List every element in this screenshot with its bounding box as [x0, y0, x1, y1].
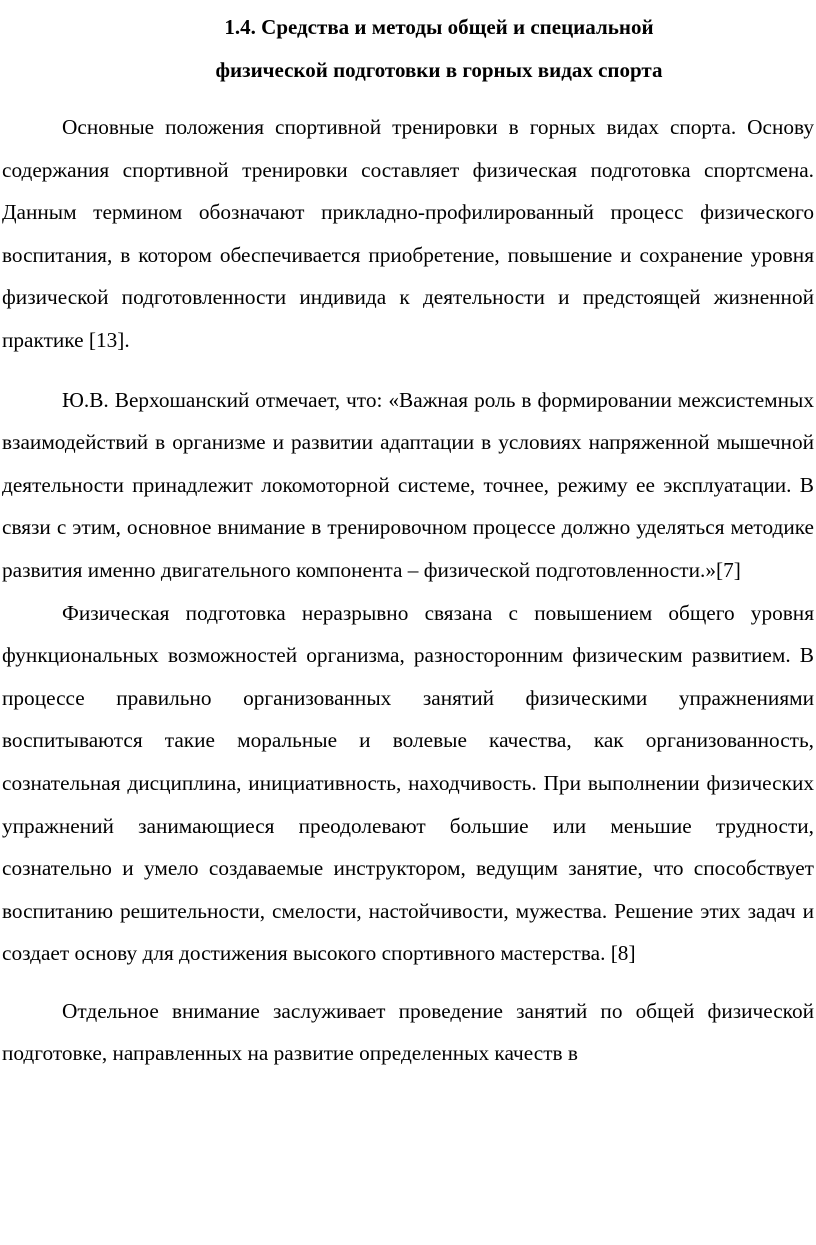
- paragraph-physical-preparation: Физическая подготовка неразрывно связана с повышением общего уровня функциональных возможностей организма, разносторонним физическим развитием. В процессе правильно организованных занятий физическими упражнениями воспитываются такие моральные и волевые качества, как организованность, сознательная дисциплина, инициативность, находчивость. При выполнении физических упражнений занимающиеся преодолевают большие или меньшие трудности, сознательно и умело создаваемые инструктором, ведущим занятие, что способствует воспитанию решительности, смелости, настойчивости, мужества. Решение этих задач и создает основу для достижения высокого спортивного мастерства. [8]: [2, 600, 814, 966]
- section-heading-line-1: 1.4. Средства и методы общей и специальной: [224, 15, 654, 39]
- paragraph-general-training: Отдельное внимание заслуживает проведение занятий по общей физической подготовке, направленных на развитие определенных качеств в: [2, 998, 814, 1066]
- section-heading-line-2: физической подготовки в горных видах спорта: [215, 58, 663, 82]
- paragraph-verkhoshansky-quote: Ю.В. Верхошанский отмечает, что: «Важная роль в формировании межсистемных взаимодействий в организме и развитии адаптации в условиях напряженной мышечной деятельности принадлежит локомоторной системе, точнее, режиму ее эксплуатации. В связи с этим, основное внимание в тренировочном процессе должно уделяться методике развития именно двигательного компонента – физической подготовленности.»[7]: [2, 387, 814, 582]
- section-heading: [2, 6, 814, 91]
- paragraph-training-basics: Основные положения спортивной тренировки в горных видах спорта. Основу содержания спортивной тренировки составляет физическая подготовка спортсмена. Данным термином обозначают прикладно-профилированный процесс физического воспитания, в котором обеспечивается приобретение, повышение и сохранение уровня физической подготовленности индивида к деятельности и предстоящей жизненной практике [13].: [2, 115, 814, 352]
